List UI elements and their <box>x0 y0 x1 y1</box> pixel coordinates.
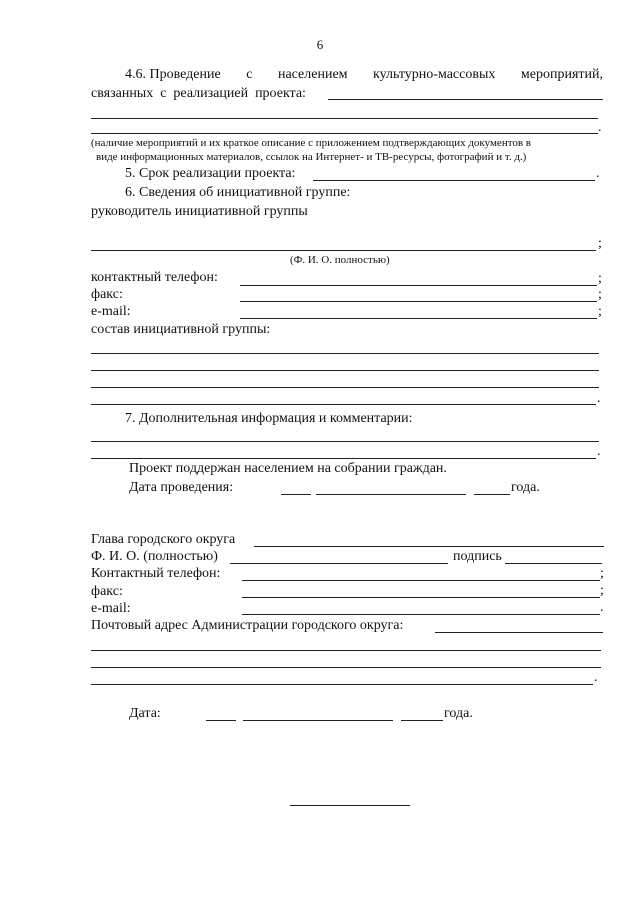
fio-note: (Ф. И. О. полностью) <box>290 254 390 266</box>
head-phone-field[interactable] <box>242 580 600 581</box>
section-4-6-word: культурно-массовых <box>373 67 496 82</box>
head-fio-label: Ф. И. О. (полностью) <box>91 549 218 564</box>
members-field-1[interactable] <box>91 353 599 354</box>
section-7-label: 7. Дополнительная информация и комментарии: <box>125 411 413 426</box>
meeting-year-suffix: года. <box>511 480 540 495</box>
meeting-year-field[interactable] <box>474 494 510 495</box>
admin-address-label: Почтовый адрес Администрации городского округа: <box>91 618 404 633</box>
comments-field-1[interactable] <box>91 441 599 442</box>
final-day-field[interactable] <box>206 720 236 721</box>
head-title-field[interactable] <box>254 546 604 547</box>
events-field-2[interactable] <box>91 118 598 119</box>
group-members-label: состав инициативной группы: <box>91 322 271 337</box>
admin-address-field-4[interactable] <box>91 684 593 685</box>
final-month-field[interactable] <box>243 720 393 721</box>
section-4-6-line2: связанных с реализацией проекта: <box>91 86 306 101</box>
project-period-field[interactable] <box>313 180 595 181</box>
section-4-6-word: мероприятий, <box>520 67 603 82</box>
comments-field-2[interactable] <box>91 458 596 459</box>
semicolon: ; <box>598 236 602 251</box>
leader-name-field[interactable] <box>91 250 596 251</box>
section-5-label: 5. Срок реализации проекта: <box>125 166 296 181</box>
group-phone-label: контактный телефон: <box>91 270 218 285</box>
head-email-field[interactable] <box>242 614 600 615</box>
period: . <box>596 166 600 181</box>
head-title-label: Глава городского округа <box>91 532 236 547</box>
section-4-6-word: с <box>246 67 253 82</box>
members-field-4[interactable] <box>91 404 596 405</box>
admin-address-field-3[interactable] <box>91 667 601 668</box>
group-leader-label: руководитель инициативной группы <box>91 204 308 219</box>
period: . <box>597 444 601 459</box>
admin-address-field-1[interactable] <box>435 632 603 633</box>
section-4-6-word: населением <box>277 67 348 82</box>
semicolon: ; <box>600 566 604 581</box>
signature-field[interactable] <box>505 563 602 564</box>
final-year-field[interactable] <box>401 720 443 721</box>
semicolon: ; <box>598 271 602 286</box>
head-fax-label: факс: <box>91 584 123 599</box>
semicolon: ; <box>600 583 604 598</box>
section-4-6-line1 <box>125 67 603 83</box>
support-statement: Проект поддержан населением на собрании граждан. <box>129 461 447 476</box>
events-note-line1: (наличие мероприятий и их краткое описание с приложением подтверждающих документов в <box>91 137 531 149</box>
head-fio-field[interactable] <box>230 563 448 564</box>
page-number: 6 <box>316 37 324 52</box>
meeting-month-field[interactable] <box>316 494 466 495</box>
group-phone-field[interactable] <box>240 285 597 286</box>
meeting-date-label: Дата проведения: <box>129 480 234 495</box>
final-date-label: Дата: <box>129 706 161 721</box>
head-phone-label: Контактный телефон: <box>91 566 221 581</box>
events-field-1[interactable] <box>328 99 603 100</box>
events-note-line2: виде информационных материалов, ссылок на Интернет- и ТВ-ресурсы, фотографий и т. д.) <box>96 151 527 163</box>
closing-separator <box>290 805 410 806</box>
events-field-3[interactable] <box>91 133 598 134</box>
period: . <box>598 120 602 135</box>
members-field-2[interactable] <box>91 370 599 371</box>
period: . <box>597 391 601 406</box>
members-field-3[interactable] <box>91 387 599 388</box>
admin-address-field-2[interactable] <box>91 650 601 651</box>
section-4-6-number-title: 4.6. Проведение <box>125 67 221 82</box>
group-fax-label: факс: <box>91 287 123 302</box>
head-email-label: e-mail: <box>91 601 131 616</box>
period: . <box>594 670 598 685</box>
semicolon: ; <box>598 304 602 319</box>
group-email-label: e-mail: <box>91 304 131 319</box>
group-fax-field[interactable] <box>240 301 597 302</box>
group-email-field[interactable] <box>240 318 597 319</box>
meeting-day-field[interactable] <box>281 494 311 495</box>
semicolon: ; <box>598 287 602 302</box>
head-fax-field[interactable] <box>242 597 600 598</box>
period: . <box>600 600 604 615</box>
final-year-suffix: года. <box>444 706 473 721</box>
section-6-title: 6. Сведения об инициативной группе: <box>125 185 351 200</box>
signature-label: подпись <box>453 549 502 564</box>
